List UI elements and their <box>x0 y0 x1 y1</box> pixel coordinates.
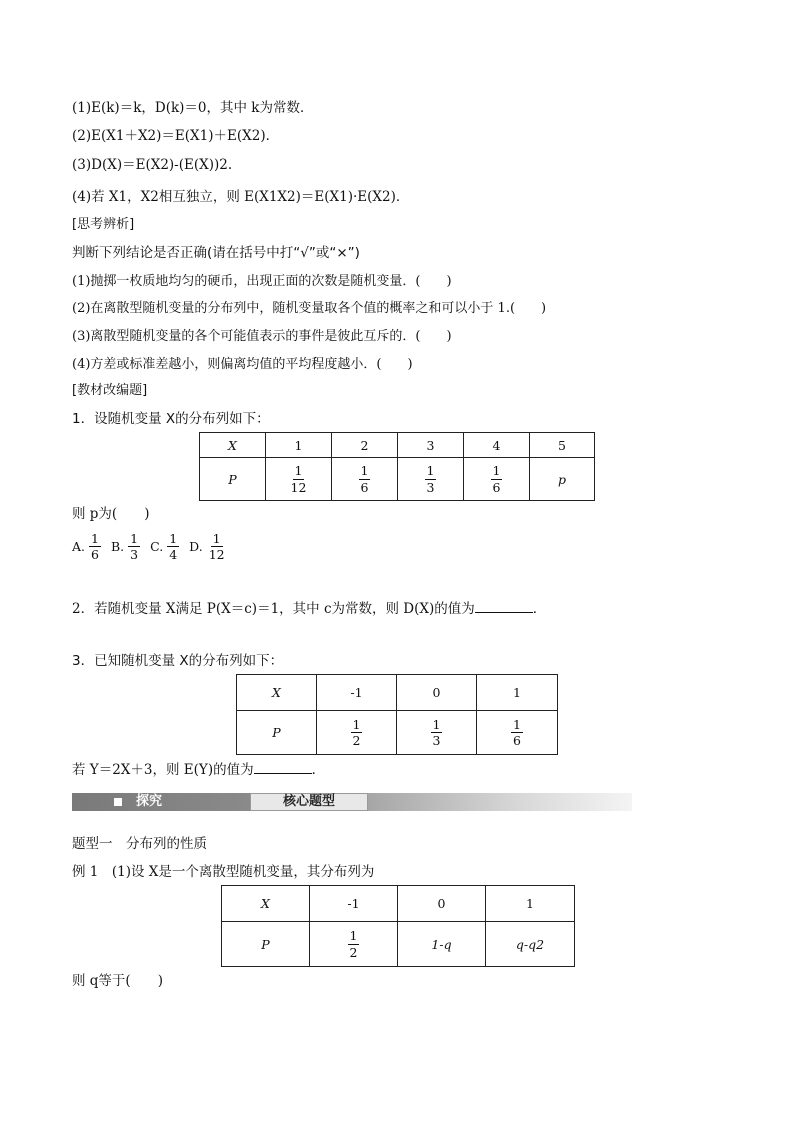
q1-p-last: p <box>530 458 595 501</box>
q1-x-value: 4 <box>464 433 530 458</box>
q3-answer-blank[interactable] <box>254 761 312 774</box>
q3-question-line <box>72 758 325 778</box>
q1-x-value: 2 <box>332 433 398 458</box>
q1-x-value: 5 <box>530 433 595 458</box>
type-title: 题型一 分布列的性质 <box>72 836 207 852</box>
q3-end: ． <box>311 762 326 778</box>
q2-line <box>72 597 546 617</box>
thinking-item-2: (2)在离散型随机变量的分布列中，随机变量取各个值的概率之和可以小于 1.( ) <box>72 301 547 316</box>
q3-distribution-table <box>236 674 558 755</box>
q3-x-label: X <box>237 675 317 711</box>
banner-core-topic: 核心题型 <box>250 793 368 811</box>
q1-question: 则 p为( ) <box>72 506 150 522</box>
ex1-p-label: P <box>222 922 310 967</box>
thinking-instruction: 判断下列结论是否正确(请在括号中打“√”或“×”) <box>72 245 360 261</box>
ex1-p-fraction: $\frac{1}{2}$ <box>349 928 358 960</box>
section-banner <box>72 793 632 811</box>
q3-x-value: -1 <box>317 675 397 711</box>
q3-p-fraction: $\frac{1}{3}$ <box>432 716 441 748</box>
option-c-label: C. <box>150 539 164 555</box>
q1-x-value: 3 <box>398 433 464 458</box>
ex1-x-value: 0 <box>398 886 486 922</box>
q1-p-fraction: $\frac{1}{12}$ <box>290 463 307 495</box>
ex1-x-value: -1 <box>310 886 398 922</box>
property-1: (1)E(k)＝k，D(k)＝0，其中 k为常数． <box>72 100 314 116</box>
q3-p-fraction: $\frac{1}{6}$ <box>513 716 521 748</box>
option-b-fraction: $\frac{1}{3}$ <box>130 531 139 563</box>
example-1-stem: 例 1 (1)设 X是一个离散型随机变量，其分布列为 <box>72 864 375 880</box>
q1-p-label: P <box>200 458 266 501</box>
property-3: (3)D(X)＝E(X2)-(E(X))2. <box>72 157 233 173</box>
q3-stem: 3．已知随机变量 X的分布列如下： <box>72 653 284 669</box>
q3-x-value: 0 <box>397 675 477 711</box>
q2-answer-blank[interactable] <box>475 600 533 613</box>
thinking-item-4: (4)方差或标准差越小，则偏离均值的平均程度越小．( ) <box>72 357 413 372</box>
q2-end: ． <box>532 601 547 617</box>
ex1-x-label: X <box>222 886 310 922</box>
q3-x-value: 1 <box>477 675 558 711</box>
option-a-label: A. <box>72 539 86 555</box>
ex1-p-value: 1-q <box>398 922 486 967</box>
option-a-fraction: $\frac{1}{6}$ <box>91 531 99 563</box>
property-4: (4)若 X1，X2相互独立，则 E(X1X2)＝E(X1)·E(X2)． <box>72 189 410 205</box>
q3-question: 若 Y＝2X＋3，则 E(Y)的值为 <box>72 762 254 778</box>
q2-stem: 2．若随机变量 X满足 P(X＝c)＝1，其中 c为常数，则 D(X)的值为 <box>72 601 475 617</box>
option-b-label: B. <box>110 539 125 555</box>
q1-stem: 1．设随机变量 X的分布列如下： <box>72 411 270 427</box>
q1-p-fraction: $\frac{1}{3}$ <box>426 463 435 495</box>
option-c-fraction: $\frac{1}{4}$ <box>169 531 178 563</box>
thinking-item-3: (3)离散型随机变量的各个可能值表示的事件是彼此互斥的．( ) <box>72 329 452 344</box>
q1-x-value: 1 <box>266 433 332 458</box>
ex1-p-value: q-q2 <box>486 922 575 967</box>
example-1-question: 则 q等于( ) <box>72 973 163 989</box>
q1-x-label: X <box>200 433 266 458</box>
q3-p-fraction: $\frac{1}{2}$ <box>352 716 361 748</box>
property-2: (2)E(X1＋X2)＝E(X1)＋E(X2)． <box>72 128 280 144</box>
ex1-x-value: 1 <box>486 886 575 922</box>
q1-options <box>72 532 227 561</box>
option-d-label: D. <box>189 539 203 555</box>
thinking-header: [思考辨析] <box>72 217 135 232</box>
q1-p-fraction: $\frac{1}{6}$ <box>360 463 369 495</box>
example-1-table <box>221 885 575 967</box>
q1-distribution-table <box>199 432 595 501</box>
q1-p-fraction: $\frac{1}{6}$ <box>492 463 501 495</box>
option-d-fraction: $\frac{1}{12}$ <box>208 531 225 563</box>
textbook-header: [教材改编题] <box>72 383 148 398</box>
thinking-item-1: (1)抛掷一枚质地均匀的硬币，出现正面的次数是随机变量．( ) <box>72 274 452 289</box>
q3-p-label: P <box>237 711 317 755</box>
banner-explore: 探究 <box>136 794 163 809</box>
